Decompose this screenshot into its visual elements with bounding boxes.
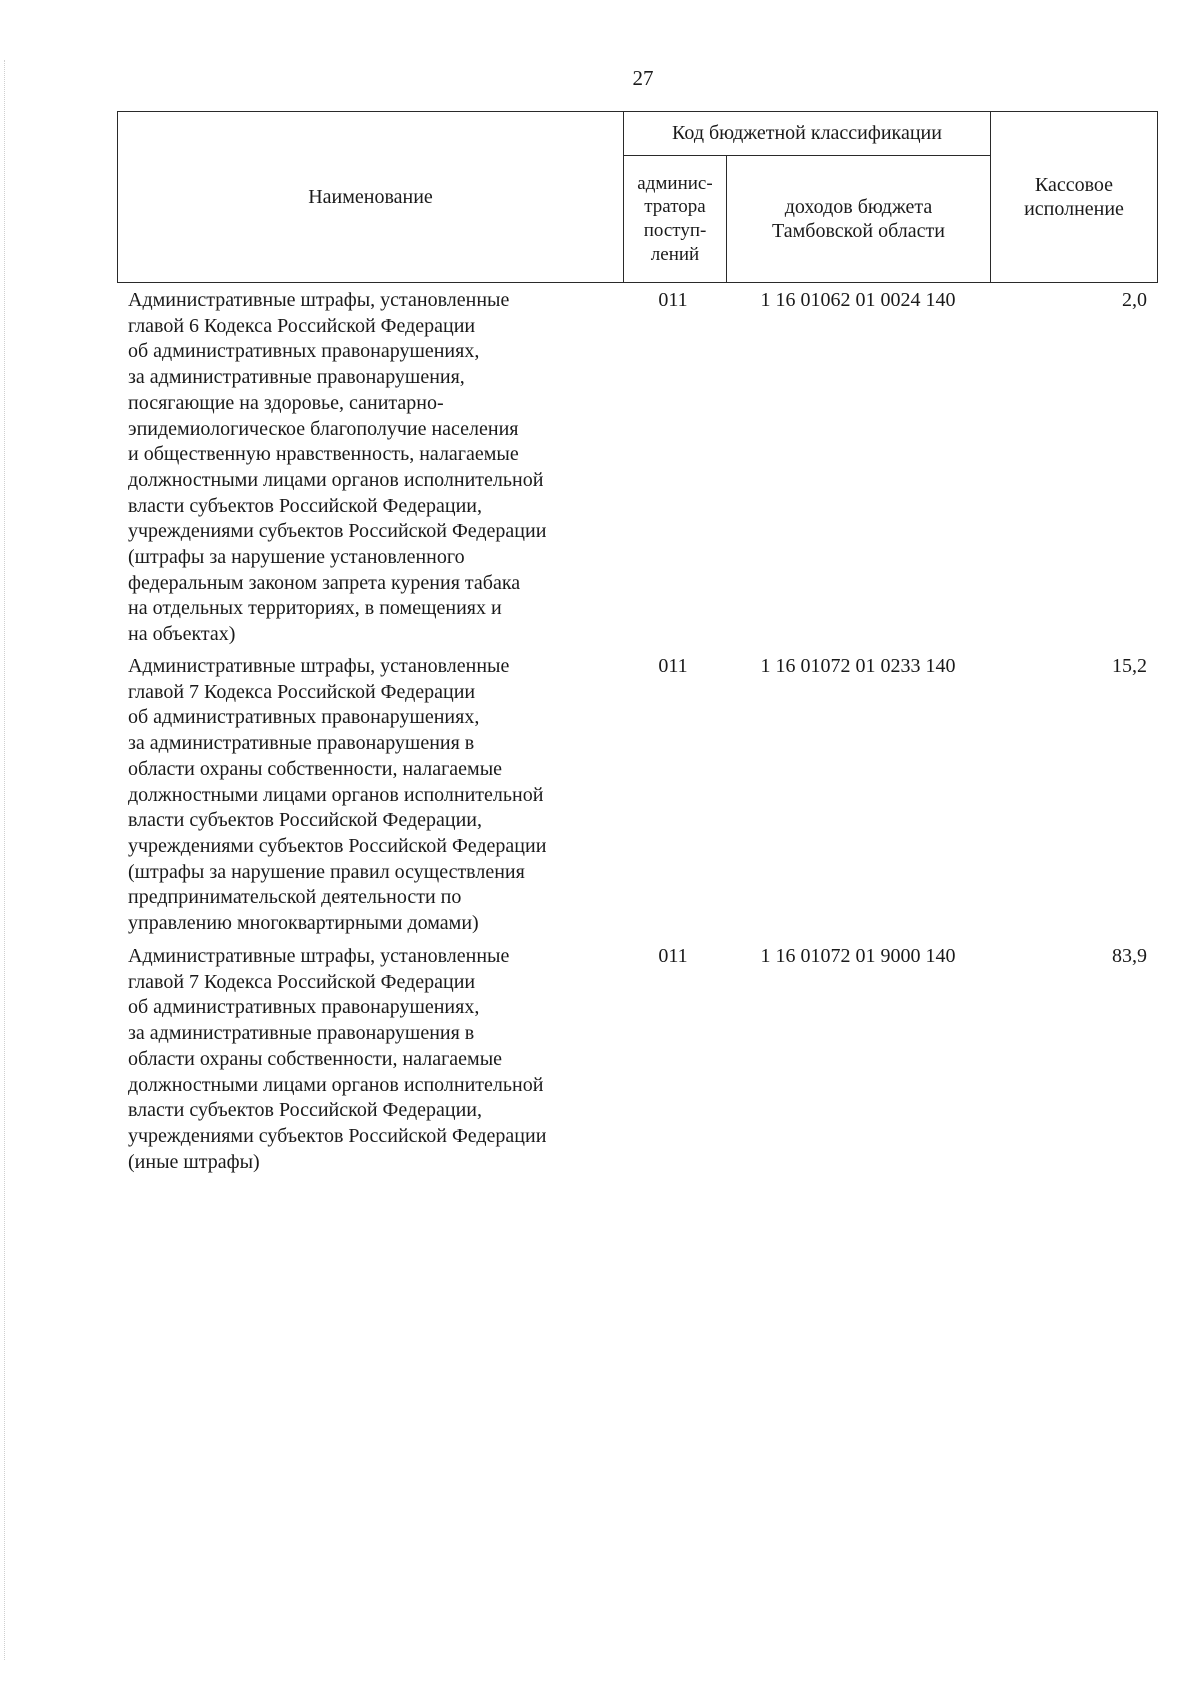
- header-income-label: доходов бюджета Тамбовской области: [772, 195, 945, 242]
- row-name: Административные штрафы, установленные главой 7 Кодекса Российской Федерации об административных правонарушениях, за административные правонарушения в области охраны собственности, налагаемые должностными лицами органов исполнительной власти субъектов Российской Федерации, учреждениями субъектов Российской Федерации (иные штрафы): [128, 945, 547, 1173]
- row-income-code: 1 16 01072 01 0233 140: [760, 655, 956, 677]
- header-income: [727, 156, 991, 283]
- row-admin-code: 011: [658, 289, 688, 311]
- row-admin-code: 011: [658, 655, 688, 677]
- row-amount: 15,2: [1112, 655, 1147, 677]
- row-amount: 83,9: [1112, 945, 1147, 967]
- page-number: 27: [632, 66, 654, 90]
- header-name: [118, 112, 624, 283]
- row-income-code: 1 16 01062 01 0024 140: [760, 289, 956, 311]
- header-admin: [624, 156, 727, 283]
- row-admin-code: 011: [658, 945, 688, 967]
- scan-edge-line: [4, 60, 6, 1660]
- row-income-code: 1 16 01072 01 9000 140: [760, 945, 956, 967]
- header-execution: [991, 112, 1158, 283]
- row-name: Административные штрафы, установленные главой 7 Кодекса Российской Федерации об административных правонарушениях, за административные правонарушения в области охраны собственности, налагаемые должностными лицами органов исполнительной власти субъектов Российской Федерации, учреждениями субъектов Российской Федерации (штрафы за нарушение правил осуществления предпринимательской деятельности по управлению многоквартирными домами): [128, 655, 547, 935]
- header-admin-label: админис- тратора поступ- лений: [637, 172, 713, 265]
- header-execution-label: Кассовое исполнение: [1024, 173, 1124, 220]
- header-kbk-group: [624, 112, 991, 156]
- row-amount: 2,0: [1122, 289, 1147, 311]
- header-name-label: Наименование: [308, 185, 433, 208]
- row-name: Административные штрафы, установленные главой 6 Кодекса Российской Федерации об административных правонарушениях, за административные правонарушения, посягающие на здоровье, санитарно- эпидемиологическое благополучие населения и общественную нравственность, налагаемые должностными лицами органов исполнительной власти субъектов Российской Федерации, учреждениями субъектов Российской Федерации (штрафы за нарушение установленного федеральным законом запрета курения табака на отдельных территориях, в помещениях и на объектах): [128, 289, 547, 646]
- table-header: [117, 111, 1158, 283]
- header-kbk-group-label: Код бюджетной классификации: [672, 122, 942, 145]
